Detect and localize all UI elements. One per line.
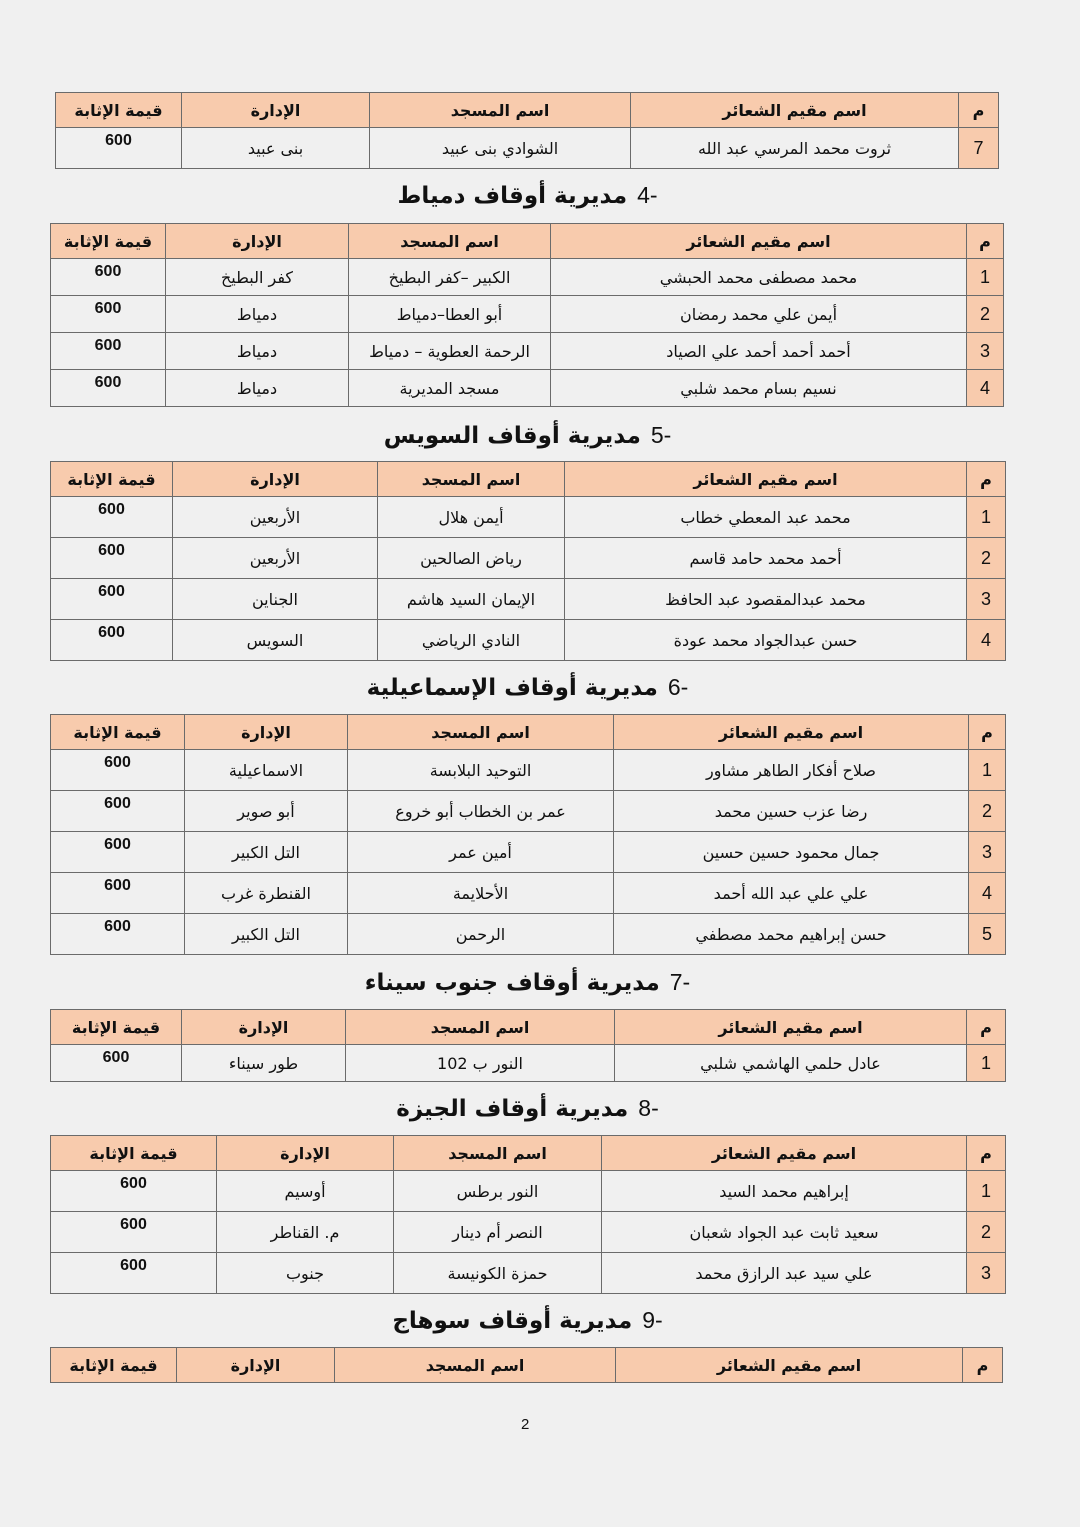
column-header-index: م — [967, 224, 1004, 259]
cell-amount: 600 — [51, 914, 185, 955]
column-header-index: م — [963, 1348, 1003, 1383]
column-header-name: اسم مقيم الشعائر — [616, 1348, 963, 1383]
cell-amount: 600 — [51, 873, 185, 914]
cell-mosque: التوحيد البلابسة — [348, 750, 614, 791]
column-header-index: م — [959, 93, 999, 128]
section-table — [55, 92, 999, 169]
cell-admin: دمياط — [166, 296, 349, 333]
column-header-mosque: اسم المسجد — [346, 1010, 615, 1045]
cell-name: أحمد أحمد أحمد علي الصياد — [551, 333, 967, 370]
column-header-admin: الإدارة — [177, 1348, 335, 1383]
cell-admin: أبو صوير — [185, 791, 348, 832]
table-row — [51, 873, 1006, 914]
cell-amount: 600 — [51, 370, 166, 407]
cell-amount: 600 — [51, 1045, 182, 1082]
section-table — [50, 1009, 1006, 1082]
section-table — [50, 461, 1006, 661]
section-number: 7- — [669, 969, 691, 995]
cell-name: علي علي عبد الله أحمد — [614, 873, 969, 914]
section-title — [0, 1095, 1055, 1122]
column-header-name: اسم مقيم الشعائر — [551, 224, 967, 259]
cell-mosque: مسجد المديرية — [349, 370, 551, 407]
cell-index: 1 — [967, 259, 1004, 296]
cell-mosque: الإيمان السيد هاشم — [378, 579, 565, 620]
cell-name: نسيم بسام محمد شلبي — [551, 370, 967, 407]
page-number: 2 — [521, 1416, 530, 1433]
cell-name: محمد مصطفى محمد الحبشي — [551, 259, 967, 296]
section-title — [0, 674, 1055, 701]
cell-amount: 600 — [51, 620, 173, 661]
cell-index: 3 — [967, 1253, 1006, 1294]
section-table — [50, 1347, 1003, 1383]
section-table — [50, 223, 1004, 407]
cell-mosque: عمر بن الخطاب أبو خروع — [348, 791, 614, 832]
table-row — [51, 1253, 1006, 1294]
cell-index: 4 — [969, 873, 1006, 914]
cell-amount: 600 — [56, 128, 182, 169]
cell-amount: 600 — [51, 296, 166, 333]
cell-amount: 600 — [51, 750, 185, 791]
cell-admin: التل الكبير — [185, 914, 348, 955]
column-header-amount: قيمة الإثابة — [51, 715, 185, 750]
column-header-mosque: اسم المسجد — [378, 462, 565, 497]
table-row — [51, 914, 1006, 955]
column-header-admin: الإدارة — [217, 1136, 394, 1171]
cell-admin: طور سيناء — [182, 1045, 346, 1082]
cell-name: عادل حلمي الهاشمي شلبي — [615, 1045, 967, 1082]
cell-admin: السويس — [173, 620, 378, 661]
cell-name: حسن عبدالجواد محمد عودة — [565, 620, 967, 661]
cell-name: رضا عزب حسين محمد — [614, 791, 969, 832]
cell-amount: 600 — [51, 832, 185, 873]
cell-mosque: أمين عمر — [348, 832, 614, 873]
table-row — [56, 128, 999, 169]
section-number: 8- — [638, 1095, 659, 1121]
table-header-row — [56, 93, 999, 128]
cell-admin: الجناين — [173, 579, 378, 620]
cell-name: إبراهيم محمد السيد — [602, 1171, 967, 1212]
table-header-row — [51, 1136, 1006, 1171]
cell-mosque: النور ب 102 — [346, 1045, 615, 1082]
column-header-amount: قيمة الإثابة — [51, 462, 173, 497]
cell-mosque: النادي الرياضي — [378, 620, 565, 661]
table-header-row — [51, 715, 1006, 750]
cell-index: 3 — [967, 579, 1006, 620]
column-header-admin: الإدارة — [185, 715, 348, 750]
cell-amount: 600 — [51, 259, 166, 296]
column-header-admin: الإدارة — [173, 462, 378, 497]
cell-admin: الأربعين — [173, 497, 378, 538]
cell-mosque: رياض الصالحين — [378, 538, 565, 579]
cell-mosque: أبو العطا–دمياط — [349, 296, 551, 333]
column-header-amount: قيمة الإثابة — [51, 1010, 182, 1045]
cell-mosque: الشوادي بنى عبيد — [370, 128, 631, 169]
table-row — [51, 579, 1006, 620]
cell-amount: 600 — [51, 579, 173, 620]
column-header-name: اسم مقيم الشعائر — [565, 462, 967, 497]
column-header-mosque: اسم المسجد — [349, 224, 551, 259]
column-header-amount: قيمة الإثابة — [51, 224, 166, 259]
column-header-index: م — [967, 1136, 1006, 1171]
section-title-text: مديرية أوقاف الجيزة — [396, 1096, 629, 1122]
cell-name: حسن إبراهيم محمد مصطفي — [614, 914, 969, 955]
table-row — [51, 296, 1004, 333]
column-header-name: اسم مقيم الشعائر — [631, 93, 959, 128]
table-header-row — [51, 462, 1006, 497]
table-header-row — [51, 1010, 1006, 1045]
cell-name: ثروت محمد المرسي عبد الله — [631, 128, 959, 169]
section-number: 4- — [637, 182, 658, 208]
cell-index: 2 — [967, 538, 1006, 579]
cell-admin: كفر البطيخ — [166, 259, 349, 296]
table-row — [51, 791, 1006, 832]
cell-index: 5 — [969, 914, 1006, 955]
section-table — [50, 1135, 1006, 1294]
cell-admin: جنوب — [217, 1253, 394, 1294]
cell-mosque: الرحمن — [348, 914, 614, 955]
cell-amount: 600 — [51, 1212, 217, 1253]
cell-admin: التل الكبير — [185, 832, 348, 873]
cell-mosque: حمزة الكونيسة — [394, 1253, 602, 1294]
cell-index: 4 — [967, 620, 1006, 661]
column-header-mosque: اسم المسجد — [370, 93, 631, 128]
column-header-amount: قيمة الإثابة — [51, 1136, 217, 1171]
column-header-mosque: اسم المسجد — [394, 1136, 602, 1171]
section-title-text: مديرية أوقاف السويس — [383, 423, 641, 449]
section-title — [0, 1307, 1055, 1334]
cell-mosque: النور برطس — [394, 1171, 602, 1212]
column-header-name: اسم مقيم الشعائر — [615, 1010, 967, 1045]
cell-index: 2 — [967, 296, 1004, 333]
cell-amount: 600 — [51, 497, 173, 538]
table-row — [51, 538, 1006, 579]
cell-index: 2 — [969, 791, 1006, 832]
column-header-admin: الإدارة — [182, 93, 370, 128]
column-header-index: م — [967, 462, 1006, 497]
cell-index: 1 — [967, 497, 1006, 538]
cell-mosque: أيمن هلال — [378, 497, 565, 538]
column-header-mosque: اسم المسجد — [348, 715, 614, 750]
table-row — [51, 620, 1006, 661]
section-number: 5- — [650, 422, 672, 448]
section-number: 9- — [642, 1307, 663, 1333]
cell-index: 2 — [967, 1212, 1006, 1253]
table-row — [51, 259, 1004, 296]
table-header-row — [51, 224, 1004, 259]
cell-admin: بنى عبيد — [182, 128, 370, 169]
column-header-index: م — [967, 1010, 1006, 1045]
section-title-text: مديرية أوقاف سوهاج — [392, 1308, 633, 1334]
cell-index: 3 — [967, 333, 1004, 370]
cell-index: 4 — [967, 370, 1004, 407]
cell-name: أيمن علي محمد رمضان — [551, 296, 967, 333]
column-header-index: م — [969, 715, 1006, 750]
section-table — [50, 714, 1006, 955]
table-row — [51, 333, 1004, 370]
column-header-admin: الإدارة — [166, 224, 349, 259]
cell-amount: 600 — [51, 791, 185, 832]
column-header-name: اسم مقيم الشعائر — [602, 1136, 967, 1171]
table-row — [51, 1045, 1006, 1082]
cell-mosque: النصر أم دينار — [394, 1212, 602, 1253]
cell-name: محمد عبدالمقصود عبد الحافظ — [565, 579, 967, 620]
cell-admin: الاسماعيلية — [185, 750, 348, 791]
cell-index: 1 — [967, 1171, 1006, 1212]
cell-admin: الأربعين — [173, 538, 378, 579]
table-row — [51, 1212, 1006, 1253]
section-title — [0, 422, 1055, 449]
table-row — [51, 370, 1004, 407]
section-title-text: مديرية أوقاف الإسماعيلية — [366, 675, 658, 701]
cell-mosque: الأحلايمة — [348, 873, 614, 914]
column-header-amount: قيمة الإثابة — [51, 1348, 177, 1383]
table-header-row — [51, 1348, 1003, 1383]
cell-amount: 600 — [51, 538, 173, 579]
cell-index: 1 — [967, 1045, 1006, 1082]
column-header-name: اسم مقيم الشعائر — [614, 715, 969, 750]
table-row — [51, 832, 1006, 873]
section-title — [0, 969, 1055, 996]
column-header-admin: الإدارة — [182, 1010, 346, 1045]
table-row — [51, 497, 1006, 538]
cell-index: 3 — [969, 832, 1006, 873]
cell-admin: القنطرة غرب — [185, 873, 348, 914]
cell-amount: 600 — [51, 1171, 217, 1212]
cell-admin: دمياط — [166, 333, 349, 370]
cell-admin: م. القناطر — [217, 1212, 394, 1253]
cell-admin: أوسيم — [217, 1171, 394, 1212]
cell-amount: 600 — [51, 333, 166, 370]
cell-name: سعيد ثابت عبد الجواد شعبان — [602, 1212, 967, 1253]
section-title-text: مديرية أوقاف دمياط — [397, 183, 628, 209]
cell-index: 7 — [959, 128, 999, 169]
column-header-mosque: اسم المسجد — [335, 1348, 616, 1383]
section-number: 6- — [667, 674, 689, 700]
cell-name: جمال محمود حسين حسين — [614, 832, 969, 873]
cell-name: محمد عبد المعطي خطاب — [565, 497, 967, 538]
table-row — [51, 750, 1006, 791]
table-row — [51, 1171, 1006, 1212]
cell-admin: دمياط — [166, 370, 349, 407]
section-title-text: مديرية أوقاف جنوب سيناء — [364, 970, 660, 996]
cell-name: علي سيد عبد الرازق محمد — [602, 1253, 967, 1294]
cell-mosque: الكبير –كفر البطيخ — [349, 259, 551, 296]
cell-amount: 600 — [51, 1253, 217, 1294]
section-title — [0, 182, 1055, 209]
cell-mosque: الرحمة العطوية – دمياط — [349, 333, 551, 370]
cell-index: 1 — [969, 750, 1006, 791]
cell-name: أحمد محمد حامد قاسم — [565, 538, 967, 579]
column-header-amount: قيمة الإثابة — [56, 93, 182, 128]
cell-name: صلاح أفكار الطاهر مشاور — [614, 750, 969, 791]
